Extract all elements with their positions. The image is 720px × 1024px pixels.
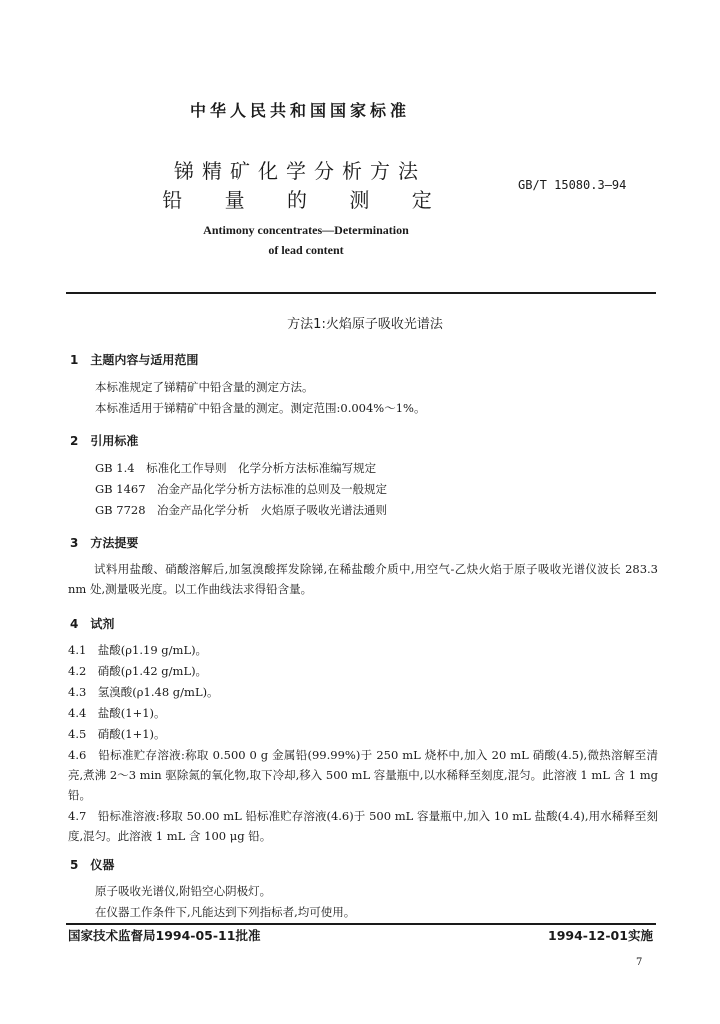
- reagent-4-5: 4.5 硝酸(1+1)。: [68, 727, 166, 741]
- standard-title-main: 锑精矿化学分析方法: [174, 159, 426, 183]
- english-title-line2: of lead content: [268, 243, 344, 257]
- section-5-line-1: 原子吸收光谱仪,附铅空心阴极灯。: [95, 884, 272, 898]
- reference-standard-1: GB 1.4 标准化工作导则 化学分析方法标准编写规定: [95, 461, 377, 475]
- reagent-4-3: 4.3 氢溴酸(ρ1.48 g/mL)。: [68, 685, 219, 699]
- section-4-heading: 4 试剂: [70, 617, 115, 631]
- implementation-date: 1994-12-01实施: [548, 928, 653, 943]
- reagent-4-2: 4.2 硝酸(ρ1.42 g/mL)。: [68, 664, 208, 678]
- method-title: 方法1:火焰原子吸收光谱法: [287, 317, 443, 332]
- section-5-line-2: 在仪器工作条件下,凡能达到下列指标者,均可使用。: [95, 905, 356, 919]
- standard-title-sub: 铅 量 的 测 定: [162, 188, 438, 212]
- section-1-line-1: 本标准规定了锑精矿中铅含量的测定方法。: [95, 380, 314, 394]
- section-1-line-2: 本标准适用于锑精矿中铅含量的测定。测定范围:0.004%～1%。: [95, 401, 426, 415]
- reagent-4-4: 4.4 盐酸(1+1)。: [68, 706, 166, 720]
- approval-date: 国家技术监督局1994-05-11批准: [68, 928, 261, 943]
- reagent-4-7: 4.7 铅标准溶液:移取 50.00 mL 铅标准贮存溶液(4.6)于 500 mL 容量瓶中,加入 10 mL 盐酸(4.4),用水稀释至刻度,混匀。此溶液 1 mL 含 100 μg 铅。: [68, 809, 658, 843]
- english-title-line1: Antimony concentrates—Determination: [203, 223, 409, 237]
- section-3-text: 试料用盐酸、硝酸溶解后,加氢溴酸挥发除锑,在稀盐酸介质中,用空气-乙炔火焰于原子吸收光谱仪波长 283.3 nm 处,测量吸光度。以工作曲线法求得铅含量。: [68, 562, 658, 596]
- section-5-heading: 5 仪器: [70, 858, 115, 872]
- standard-code: GB/T 15080.3—94: [518, 178, 627, 192]
- issuing-authority: 中华人民共和国国家标准: [189, 101, 410, 120]
- footer-divider: [66, 923, 656, 925]
- page-number: 7: [636, 957, 643, 968]
- section-3-heading: 3 方法提要: [70, 536, 139, 550]
- reference-standard-3: GB 7728 冶金产品化学分析 火焰原子吸收光谱法通则: [95, 503, 388, 517]
- section-2-heading: 2 引用标准: [70, 434, 139, 448]
- header-divider: [66, 292, 656, 294]
- reference-standard-2: GB 1467 冶金产品化学分析方法标准的总则及一般规定: [95, 482, 388, 496]
- reagent-4-1: 4.1 盐酸(ρ1.19 g/mL)。: [68, 643, 208, 657]
- reagent-4-6: 4.6 铅标准贮存溶液:称取 0.500 0 g 金属铅(99.99%)于 250 mL 烧杯中,加入 20 mL 硝酸(4.5),微热溶解至清亮,煮沸 2～3 min 驱除氮的氧化物,取下冷却,移入 500 mL 容量瓶中,以水稀释至刻度,混匀。此溶液 1 mL 含 1 mg 铅。: [68, 748, 658, 802]
- section-1-heading: 1 主题内容与适用范围: [70, 353, 199, 367]
